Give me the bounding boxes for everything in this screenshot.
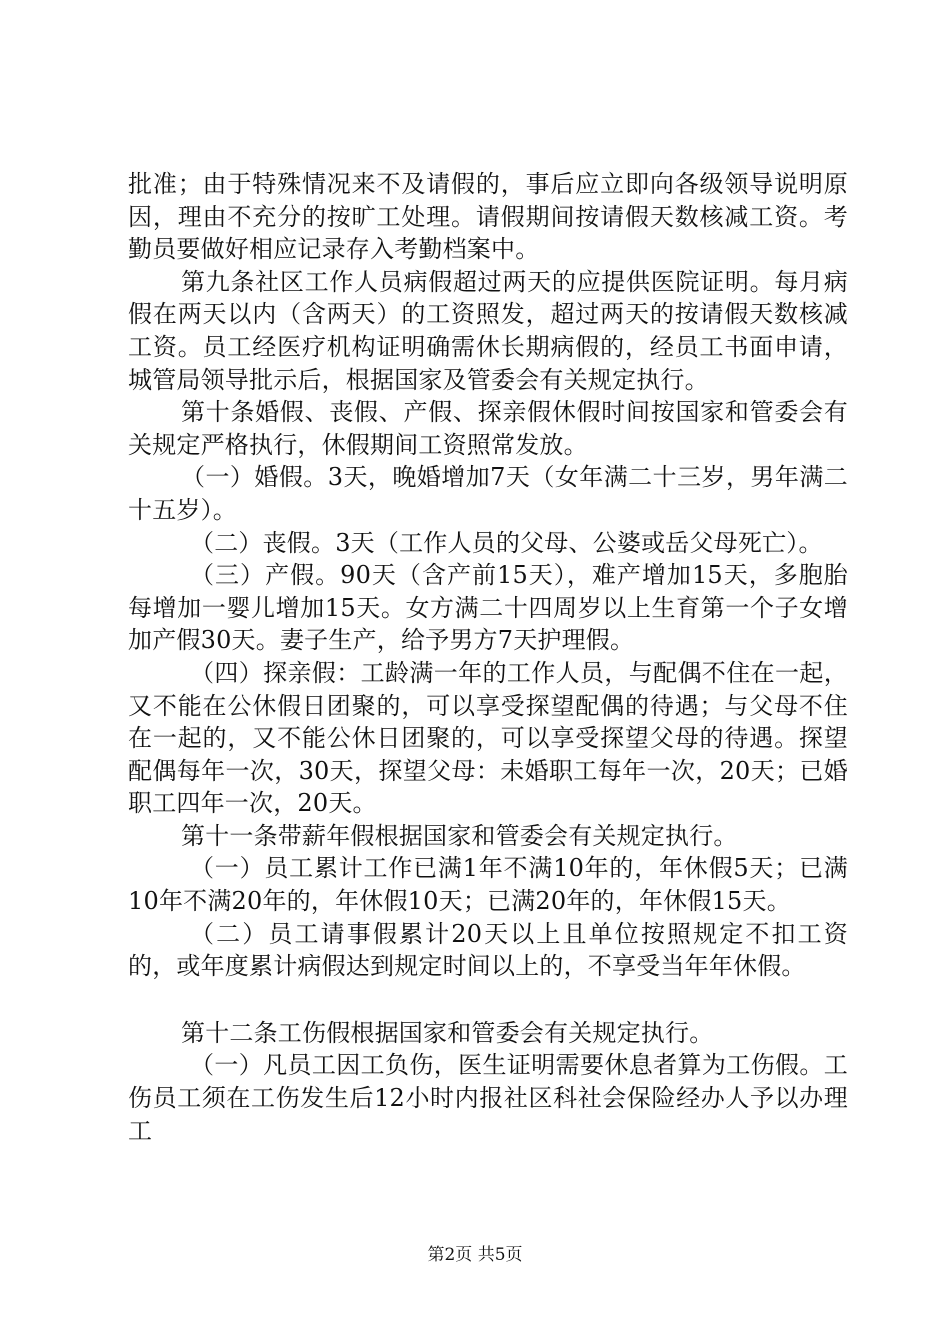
paragraph-maternity-leave: （三）产假。90天（含产前15天），难产增加15天，多胞胎每增加一婴儿增加15天。女方满二十四周岁以上生育第一个子女增加产假30天。妻子生产，给予男方7天护理假。: [128, 561, 848, 655]
paragraph-annual-leave-exclusion: （二）员工请事假累计20天以上且单位按照规定不扣工资的，或年度累计病假达到规定时间以上的，不享受当年年休假。: [128, 919, 848, 981]
paragraph-article-9: 第九条社区工作人员病假超过两天的应提供医院证明。每月病假在两天以内（含两天）的工资照发，超过两天的按请假天数核减工资。员工经医疗机构证明确需休长期病假的，经员工书面申请，城管局领导批示后，根据国家及管委会有关规定执行。: [128, 267, 848, 394]
paragraph-annual-leave-days: （一）员工累计工作已满1年不满10年的，年休假5天；已满10年不满20年的，年休假10天；已满20年的，年休假15天。: [128, 854, 848, 916]
paragraph-work-injury-leave: （一）凡员工因工负伤，医生证明需要休息者算为工伤假。工伤员工须在工伤发生后12小时内报社区科社会保险经办人予以办理工: [128, 1051, 848, 1145]
paragraph-gap: [128, 983, 848, 1017]
paragraph-marriage-leave: （一）婚假。3天，晚婚增加7天（女年满二十三岁，男年满二十五岁）。: [128, 463, 848, 524]
paragraph-continuation: 批准；由于特殊情况来不及请假的，事后应立即向各级领导说明原因，理由不充分的按旷工处理。请假期间按请假天数核减工资。考勤员要做好相应记录存入考勤档案中。: [128, 170, 848, 264]
paragraph-family-visit-leave: （四）探亲假：工龄满一年的工作人员，与配偶不住在一起，又不能在公休假日团聚的，可以享受探望配偶的待遇；与父母不住在一起的，又不能公休日团聚的，可以享受探望父母的待遇。探望配偶每年一次，30天，探望父母：未婚职工每年一次，20天；已婚职工四年一次，20天。: [128, 658, 848, 818]
paragraph-article-11: 第十一条带薪年假根据国家和管委会有关规定执行。: [181, 821, 738, 850]
paragraph-article-12: 第十二条工伤假根据国家和管委会有关规定执行。: [181, 1018, 714, 1047]
page-number-footer: 第2页 共5页: [427, 1245, 523, 1265]
paragraph-funeral-leave: （二）丧假。3天（工作人员的父母、公婆或岳父母死亡）。: [190, 528, 823, 557]
document-body: [128, 168, 848, 1147]
paragraph-article-10: 第十条婚假、丧假、产假、探亲假休假时间按国家和管委会有关规定严格执行，休假期间工资照常发放。: [128, 398, 848, 459]
